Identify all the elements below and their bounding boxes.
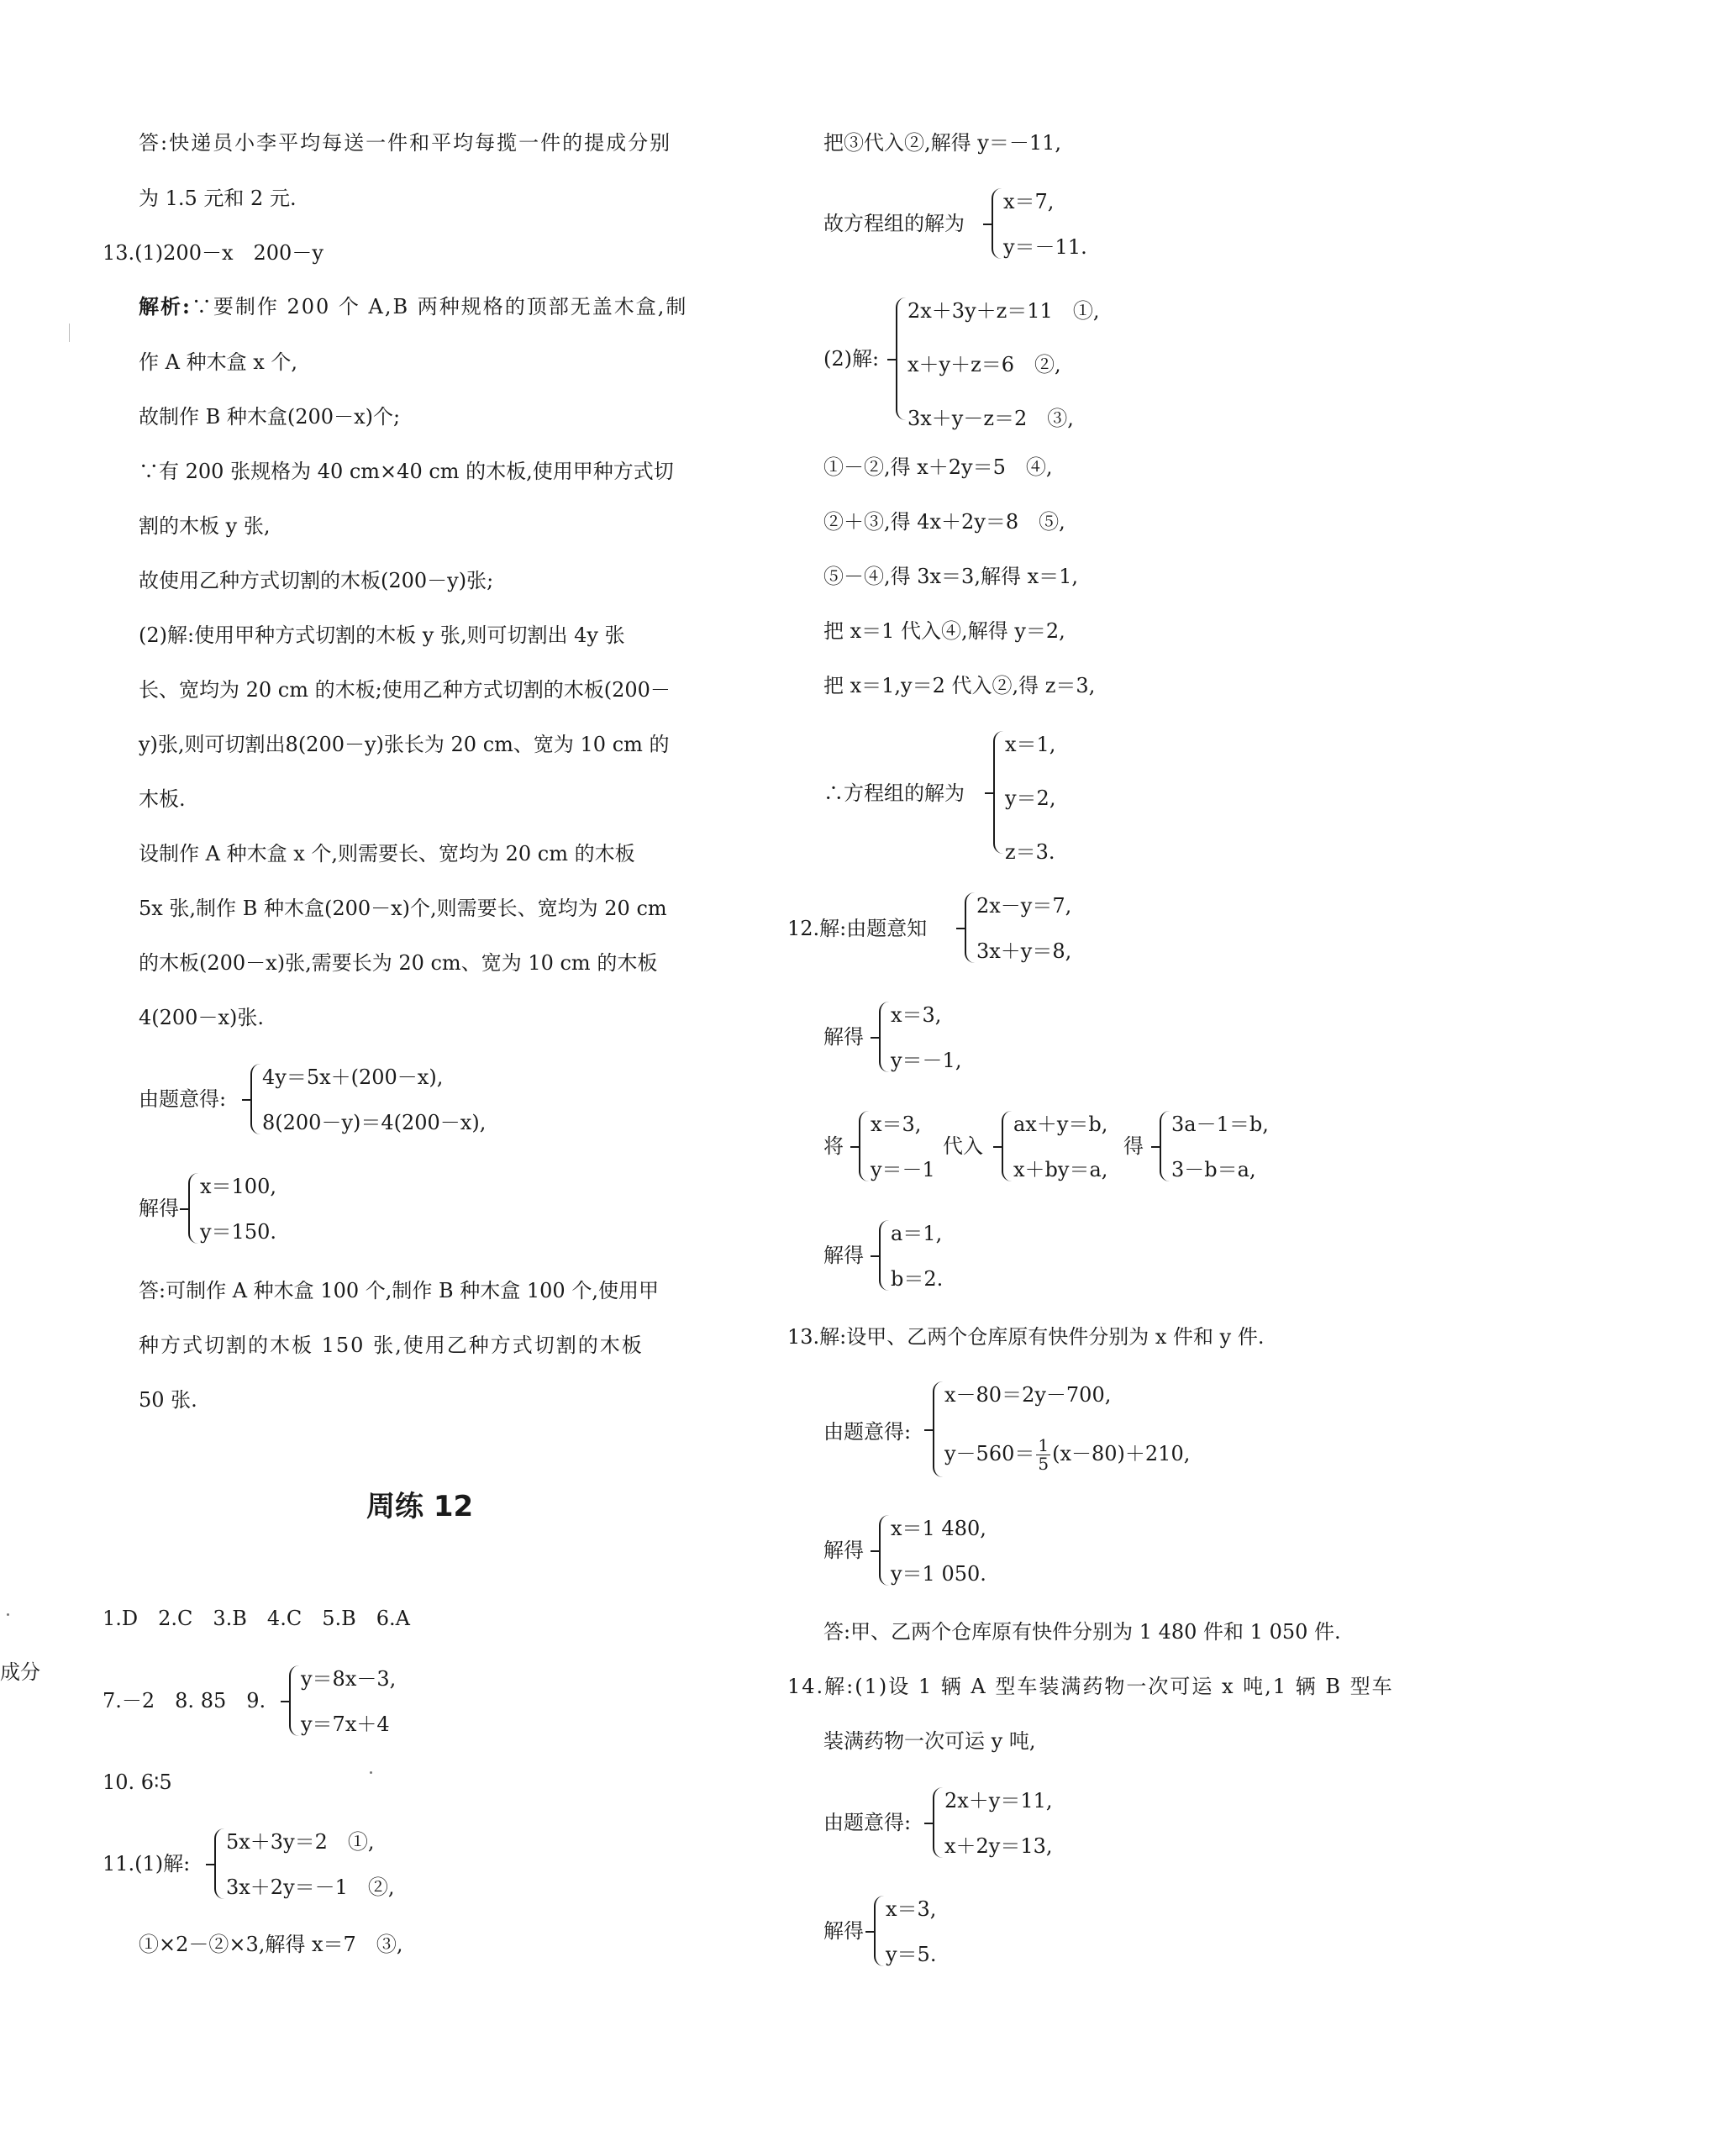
- text-line: ①×2－②×3,解得 x＝7 ③,: [139, 1933, 403, 1956]
- fraction: [1036, 1437, 1050, 1473]
- equation: 3a－1＝b,: [1171, 1113, 1269, 1136]
- brace: [289, 1665, 299, 1736]
- system-label: (2)解:: [823, 347, 880, 371]
- system-label: 由题意得:: [823, 1811, 912, 1834]
- equation-part: (x－80)＋210,: [1052, 1442, 1191, 1465]
- equation: a＝1,: [891, 1222, 943, 1245]
- fraction-denominator: 5: [1038, 1454, 1049, 1474]
- equation-system: [992, 185, 1160, 262]
- text-line: 答:可制作 A 种木盒 100 个,制作 B 种木盒 100 个,使用甲: [139, 1279, 659, 1302]
- text-line: 的木板(200－x)张,需要长为 20 cm、宽为 10 cm 的木板: [139, 951, 658, 975]
- text-line: 14.解:(1)设 1 辆 A 型车装满药物一次可运 x 吨,1 辆 B 型车: [787, 1675, 1394, 1698]
- analysis-label: 解析:: [139, 294, 192, 318]
- brace: [874, 1896, 884, 1966]
- text-line: 设制作 A 种木盒 x 个,则需要长、宽均为 20 cm 的木板: [139, 842, 635, 865]
- system-label: 解得: [823, 1919, 864, 1943]
- text-line: ⑤－④,得 3x＝3,解得 x＝1,: [823, 565, 1079, 588]
- analysis-text: ∵要制作 200 个 A,B 两种规格的顶部无盖木盒,制: [191, 295, 688, 318]
- text-line: 5x 张,制作 B 种木盒(200－x)个,则需要长、宽均为 20 cm: [139, 897, 667, 920]
- scan-mark: [69, 324, 70, 342]
- scan-speck: [7, 1613, 9, 1616]
- equation: 2x＋y＝11,: [944, 1789, 1053, 1812]
- section-title: 周练 12: [366, 1490, 474, 1523]
- scan-speck: [370, 1771, 372, 1774]
- text-line: 13.解:设甲、乙两个仓库原有快件分别为 x 件和 y 件.: [787, 1325, 1265, 1349]
- brace: [859, 1111, 869, 1181]
- equation-system: [879, 1217, 1047, 1294]
- equation: y＝150.: [200, 1220, 276, 1244]
- equation: y＝－11.: [1003, 235, 1087, 259]
- equation: 5x＋3y＝2 ①,: [226, 1830, 375, 1854]
- system-label: 得: [1123, 1134, 1144, 1158]
- equation-system: [933, 1378, 1269, 1481]
- system-label: 由题意得:: [823, 1420, 912, 1444]
- equation: 4y＝5x＋(200－x),: [262, 1065, 444, 1089]
- equation: x＝1 480,: [891, 1517, 986, 1540]
- brace: [992, 188, 1002, 259]
- system-label: 解得: [823, 1539, 864, 1562]
- equation: x＋by＝a,: [1013, 1158, 1108, 1181]
- brace: [933, 1381, 943, 1477]
- brace: [879, 1515, 889, 1586]
- equation-system: [993, 728, 1161, 864]
- equation: y＝－1: [871, 1158, 935, 1181]
- equation: x－80＝2y－700,: [944, 1383, 1112, 1407]
- brace: [879, 1002, 889, 1072]
- system-label: 解得: [823, 1244, 864, 1267]
- equation: z＝3.: [1005, 840, 1055, 864]
- system-label: 将: [823, 1134, 844, 1158]
- answer-line-2: 为 1.5 元和 2 元.: [139, 187, 297, 210]
- equation: x＝1,: [1005, 733, 1056, 756]
- analysis-line: [139, 294, 688, 318]
- equation: 2x－y＝7,: [976, 894, 1072, 918]
- text-line: 答:甲、乙两个仓库原有快件分别为 1 480 件和 1 050 件.: [823, 1620, 1341, 1644]
- brace: [993, 731, 1003, 854]
- equation-system: [1002, 1107, 1136, 1185]
- equation-system: [879, 998, 1047, 1076]
- equation: y＝1 050.: [891, 1562, 986, 1586]
- system-label: 12.解:由题意知: [787, 917, 928, 940]
- text-line: 把 x＝1 代入④,解得 y＝2,: [823, 619, 1065, 643]
- equation: 3－b＝a,: [1171, 1158, 1256, 1181]
- equation: x＋y＋z＝6 ②,: [907, 353, 1061, 376]
- brace: [1002, 1111, 1012, 1181]
- text-line: 木板.: [139, 787, 186, 811]
- brace: [1160, 1111, 1170, 1181]
- system-label: 代入: [943, 1134, 983, 1158]
- brace: [965, 892, 975, 963]
- equation-system: [879, 1512, 1064, 1589]
- equation: 3x＋y＝8,: [976, 939, 1072, 963]
- system-label: 解得: [823, 1025, 864, 1049]
- multiple-choice-answers: 1.D 2.C 3.B 4.C 5.B 6.A: [103, 1607, 410, 1630]
- system-label: ∴方程组的解为: [823, 781, 965, 805]
- equation-system: [289, 1662, 457, 1739]
- equation-system: [965, 889, 1166, 966]
- equation: x＝3,: [891, 1003, 942, 1027]
- equation: 2x＋3y＋z＝11 ①,: [907, 299, 1100, 323]
- answer-line-1: 答:快递员小李平均每送一件和平均每揽一件的提成分别: [139, 131, 672, 155]
- equation: x＝3,: [886, 1897, 937, 1921]
- system-label: 由题意得:: [139, 1087, 227, 1111]
- system-label: 故方程组的解为: [823, 212, 965, 235]
- text-line: ②＋③,得 4x＋2y＝8 ⑤,: [823, 510, 1065, 534]
- equation: x＋2y＝13,: [944, 1834, 1053, 1858]
- text-line: 把③代入②,解得 y＝－11,: [823, 131, 1061, 155]
- brace: [188, 1173, 198, 1244]
- text-line: 把 x＝1,y＝2 代入②,得 z＝3,: [823, 674, 1096, 697]
- equation-system: [874, 1892, 1042, 1970]
- equation: 8(200－y)＝4(200－x),: [262, 1111, 487, 1134]
- equation: 3x＋y－z＝2 ③,: [907, 407, 1074, 430]
- equation-system: [896, 294, 1181, 430]
- fraction-numerator: 1: [1038, 1435, 1049, 1455]
- system-label: 11.(1)解:: [103, 1852, 191, 1876]
- equation: ax＋y＝b,: [1013, 1113, 1108, 1136]
- text-line: ①－②,得 x＋2y＝5 ④,: [823, 455, 1053, 479]
- brace: [896, 297, 906, 420]
- brace: [879, 1220, 889, 1291]
- equation-part: y－560＝: [944, 1442, 1035, 1465]
- text-line: 50 张.: [139, 1388, 197, 1412]
- equation-system: [1160, 1107, 1294, 1185]
- text-line: 4(200－x)张.: [139, 1006, 264, 1029]
- text-line: 故制作 B 种木盒(200－x)个;: [139, 405, 401, 429]
- q7-q9-answers: 7.－2 8. 85 9.: [103, 1689, 266, 1712]
- equation-with-fraction: [944, 1437, 1190, 1473]
- brace: [214, 1828, 224, 1899]
- equation: y＝7x＋4: [301, 1712, 390, 1736]
- q13-answer-head: 13.(1)200－x 200－y: [103, 241, 324, 265]
- equation-system: [214, 1825, 466, 1902]
- equation-system: [250, 1060, 553, 1138]
- equation: y＝2,: [1005, 787, 1056, 810]
- equation: 3x＋2y＝－1 ②,: [226, 1876, 395, 1899]
- brace: [933, 1787, 943, 1858]
- system-label: 解得: [139, 1197, 179, 1220]
- text-line: y)张,则可切割出8(200－y)张长为 20 cm、宽为 10 cm 的: [139, 733, 670, 756]
- equation: y＝5.: [886, 1943, 937, 1966]
- q10-answer: 10. 6∶5: [103, 1770, 172, 1794]
- equation: y＝8x－3,: [301, 1667, 397, 1691]
- text-line: 装满药物一次可运 y 吨,: [823, 1729, 1036, 1753]
- brace: [250, 1064, 260, 1134]
- equation: b＝2.: [891, 1267, 944, 1291]
- margin-text: 成分: [0, 1660, 40, 1684]
- text-line: ∵有 200 张规格为 40 cm×40 cm 的木板,使用甲种方式切: [139, 460, 674, 483]
- text-line: 种方式切割的木板 150 张,使用乙种方式切割的木板: [139, 1334, 644, 1357]
- equation-system: [933, 1784, 1118, 1861]
- equation: y＝－1,: [891, 1049, 962, 1072]
- text-line: 割的木板 y 张,: [139, 514, 271, 538]
- text-line: 作 A 种木盒 x 个,: [139, 350, 298, 374]
- text-line: (2)解:使用甲种方式切割的木板 y 张,则可切割出 4y 张: [139, 623, 625, 647]
- equation: x＝100,: [200, 1175, 276, 1198]
- text-line: 长、宽均为 20 cm 的木板;使用乙种方式切割的木板(200－: [139, 678, 671, 702]
- text-line: 故使用乙种方式切割的木板(200－y)张;: [139, 569, 494, 592]
- equation-system: [188, 1170, 356, 1247]
- equation: x＝7,: [1003, 190, 1055, 213]
- equation: x＝3,: [871, 1113, 922, 1136]
